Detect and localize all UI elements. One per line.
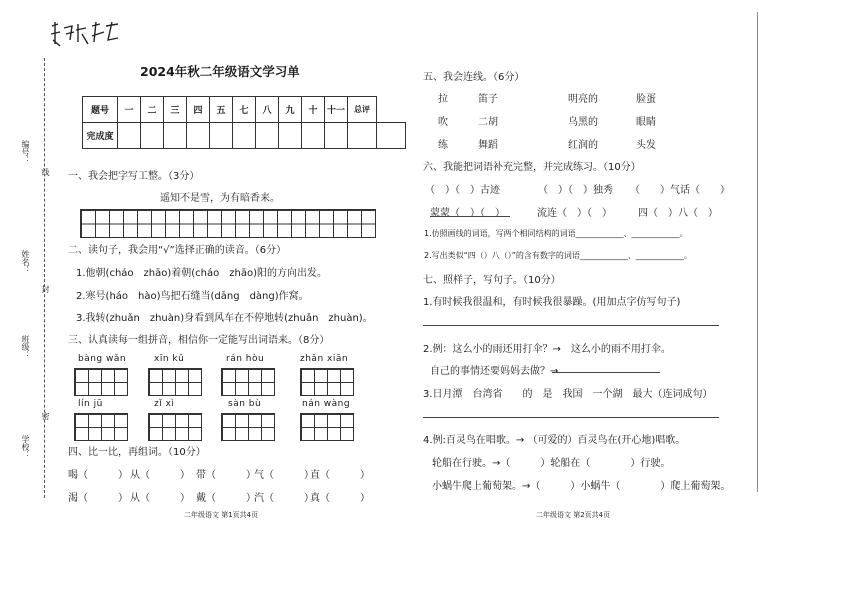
s7-q1: 1.有时候我很温和，有时候我很暴躁。(用加点字仿写句子) [423, 297, 681, 308]
s4-item[interactable]: 汽（ ） [254, 493, 314, 504]
s6-exercise-1[interactable]: 1.仿照画线的词语，写两个相同结构的词语____________、____________。 [424, 229, 688, 238]
class-label: 班级： [21, 335, 30, 359]
score-header-cell: 二 [141, 97, 164, 123]
pinyin-label: rán hòu [226, 354, 265, 364]
s5-left[interactable]: 拉 [438, 94, 448, 105]
score-table [82, 96, 406, 149]
score-cell[interactable] [164, 123, 187, 149]
pinyin-label: xīn kǔ [154, 354, 185, 364]
s4-item[interactable]: 从（ ） [130, 470, 190, 481]
score-header-cell: 题号 [83, 97, 118, 123]
score-cell[interactable] [141, 123, 164, 149]
answer-box[interactable] [148, 368, 202, 396]
s6-blank[interactable]: （ ）（ ）古迹 [425, 185, 500, 196]
answer-box[interactable] [221, 413, 275, 441]
pinyin-label: bàng wǎn [78, 354, 127, 364]
answer-box[interactable] [221, 368, 275, 396]
answer-box[interactable] [148, 413, 202, 441]
page-title: 2024年秋二年级语文学习单 [140, 64, 300, 79]
s4-item[interactable]: 渴（ ） [68, 493, 128, 504]
score-cell[interactable] [302, 123, 325, 149]
pinyin-label: nán wàng [302, 399, 351, 409]
exam-no-label: 编号： [21, 140, 30, 164]
s5-r1[interactable]: 乌黑的 [568, 117, 598, 128]
answer-box[interactable] [74, 368, 128, 396]
score-cell[interactable] [348, 123, 377, 149]
s6-blank-underlined[interactable]: 蒙蒙（ ）（ ） [430, 208, 505, 219]
seal-secret-char: 密 [41, 412, 50, 420]
score-cell[interactable] [118, 123, 141, 149]
s7-q2b: 自己的事情还要妈妈去做？→ [430, 366, 559, 377]
page-footer-1: 二年级语文 第1页共4页 [184, 511, 259, 519]
s5-mid[interactable]: 舞蹈 [478, 140, 498, 151]
handwritten-signature [48, 20, 122, 48]
s7-q4b[interactable]: 轮船在行驶。→（ ）轮船在（ ）行驶。 [432, 458, 671, 469]
s6-blank[interactable]: （ ）气话（ ） [630, 185, 730, 196]
s4-item[interactable]: 真（ ） [310, 493, 370, 504]
s4-item[interactable]: 带（ ） [196, 470, 256, 481]
pinyin-label: sàn bù [228, 399, 262, 409]
s4-item[interactable]: 直（ ） [310, 470, 370, 481]
score-header-cell: 一 [118, 97, 141, 123]
score-header-cell: 十 [302, 97, 325, 123]
pinyin-label: zǐ xì [154, 399, 175, 409]
score-header-cell: 五 [210, 97, 233, 123]
s7-q4: 4.例:百灵鸟在唱歌。→ （可爱的）百灵鸟在(开心地)唱歌。 [423, 435, 686, 446]
s6-blank[interactable]: （ ）（ ）独秀 [538, 185, 613, 196]
score-cell[interactable] [210, 123, 233, 149]
s5-mid[interactable]: 二胡 [478, 117, 498, 128]
seal-seal-char: 封 [41, 285, 50, 293]
completion-label: 完成度 [83, 123, 118, 149]
s4-item[interactable]: 喝（ ） [68, 470, 128, 481]
s3-heading: 三、认真读每一组拼音，相信你一定能写出词语来。（8分） [68, 335, 330, 346]
s4-item[interactable]: 戴（ ） [196, 493, 256, 504]
score-cell[interactable] [325, 123, 348, 149]
underline-mark [430, 216, 510, 217]
seal-line-char: 线 [41, 168, 50, 176]
answer-box[interactable] [300, 413, 354, 441]
s1-heading: 一、我会把字写工整。（3分） [68, 171, 200, 182]
score-cell[interactable] [256, 123, 279, 149]
score-header-cell: 八 [256, 97, 279, 123]
score-header-cell: 七 [233, 97, 256, 123]
s2-line-2: 2.寒号(háo hào)鸟把石缝当(dāng dàng)作窝。 [76, 291, 309, 302]
s5-r1[interactable]: 明亮的 [568, 94, 598, 105]
s7-heading: 七、照样子，写句子。（10分） [423, 275, 561, 286]
s2-line-1: 1.他朝(cháo zhāo)着朝(cháo zhāo)阳的方向出发。 [76, 268, 327, 279]
s4-item[interactable]: 气（ ） [254, 470, 314, 481]
score-header-cell: 四 [187, 97, 210, 123]
s1-poem: 遥知不是雪，为有暗香来。 [160, 193, 280, 204]
s5-left[interactable]: 练 [438, 140, 448, 151]
s5-heading: 五、我会连线。（6分） [423, 72, 525, 83]
answer-line[interactable] [423, 325, 719, 326]
s6-exercise-2[interactable]: 2.写出类似“四（）八（）”的含有数字的词语____________、____________。 [424, 251, 692, 260]
name-label: 姓名： [21, 250, 30, 274]
s2-heading: 二、读句子，我会用“√”选择正确的读音。（6分） [68, 245, 287, 256]
answer-box[interactable] [300, 368, 354, 396]
s7-q4c[interactable]: 小蜗牛爬上葡萄架。→（ ）小蜗牛（ ）爬上葡萄架。 [432, 481, 731, 492]
s6-blank[interactable]: 流连（ ）（ ） [537, 208, 612, 219]
answer-box[interactable] [74, 413, 128, 441]
s5-r2[interactable]: 头发 [636, 140, 656, 151]
s5-left[interactable]: 吹 [438, 117, 448, 128]
pinyin-label: zhǎn xiān [300, 354, 349, 364]
binding-dash-line [44, 58, 45, 498]
writing-grid[interactable] [80, 209, 376, 238]
score-cell[interactable] [377, 123, 406, 149]
score-header-cell: 总评 [348, 97, 377, 123]
score-header-cell: 三 [164, 97, 187, 123]
page-footer-2: 二年级语文 第2页共4页 [536, 511, 611, 519]
s6-heading: 六、我能把词语补充完整，并完成练习。（10分） [423, 162, 641, 173]
s5-r2[interactable]: 眼睛 [636, 117, 656, 128]
page-edge-line [757, 12, 758, 492]
s4-item[interactable]: 从（ ） [130, 493, 190, 504]
binding-margin [12, 60, 74, 500]
score-cell[interactable] [279, 123, 302, 149]
s5-mid[interactable]: 笛子 [478, 94, 498, 105]
score-cell[interactable] [187, 123, 210, 149]
answer-line[interactable] [423, 417, 719, 418]
score-cell[interactable] [233, 123, 256, 149]
s4-heading: 四、比一比，再组词。（10分） [68, 447, 206, 458]
s7-q3: 3.日月潭 台湾省 的 是 我国 一个湖 最大（连词成句） [423, 389, 713, 400]
answer-line[interactable] [552, 372, 660, 373]
s7-q2: 2.例：这么小的雨还用打伞？→ 这么小的雨不用打伞。 [423, 344, 671, 355]
score-header-cell: 十一 [325, 97, 348, 123]
school-label: 学校： [21, 435, 30, 459]
s2-line-3: 3.我转(zhuǎn zhuàn)身看到风车在不停地转(zhuǎn zhuàn)。 [76, 313, 373, 324]
score-header-cell: 九 [279, 97, 302, 123]
s6-blank[interactable]: 四（ ）八（ ） [638, 208, 718, 219]
pinyin-label: lín jū [78, 399, 103, 409]
s5-r2[interactable]: 脸蛋 [636, 94, 656, 105]
s5-r1[interactable]: 红润的 [568, 140, 598, 151]
